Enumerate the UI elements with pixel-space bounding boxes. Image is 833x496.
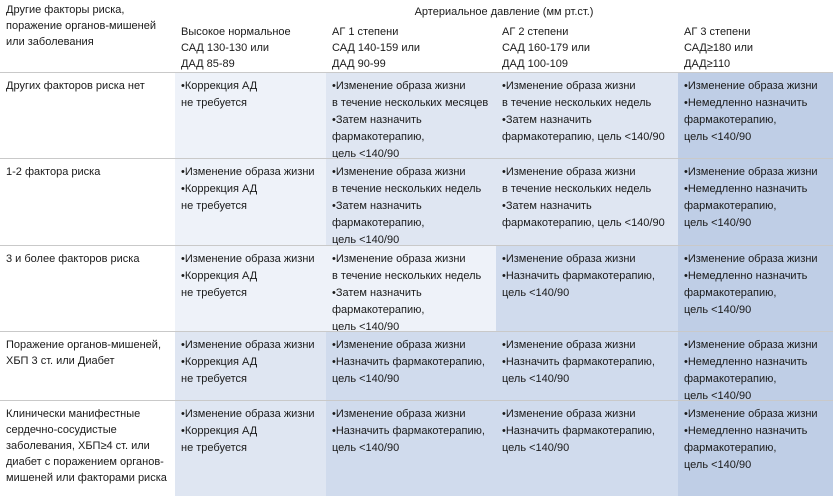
cell-line: •Назначить фармакотерапию, xyxy=(502,425,655,437)
cell-line: •Назначить фармакотерапию, xyxy=(332,356,485,368)
cell-line: цель <140/90 xyxy=(684,304,752,316)
table-cell xyxy=(326,332,496,400)
cell-line: фармакотерапию, цель <140/90 xyxy=(502,217,665,229)
table-cell xyxy=(326,246,496,331)
cell-line: •Изменение образа жизни xyxy=(684,339,818,351)
table-cell xyxy=(175,401,326,496)
cell-line: в течение нескольких недель xyxy=(332,270,482,282)
column-header-line: ДАД≥110 xyxy=(684,58,731,70)
cell-line: •Изменение образа жизни xyxy=(502,166,636,178)
cell-line: •Изменение образа жизни xyxy=(684,80,818,92)
cell-line: цель <140/90 xyxy=(332,442,400,454)
table-cell xyxy=(496,246,678,331)
cell-line: •Назначить фармакотерапию, xyxy=(502,356,655,368)
column-header-grade-3 xyxy=(684,24,753,72)
cell-line: •Изменение образа жизни xyxy=(332,408,466,420)
row-label xyxy=(0,401,175,496)
cell-line: •Изменение образа жизни xyxy=(684,253,818,265)
table-cell xyxy=(496,159,678,245)
cell-line: фармакотерапию, xyxy=(332,304,425,316)
cell-line: цель <140/90 xyxy=(502,373,570,385)
cell-line: цель <140/90 xyxy=(684,131,752,143)
cell-line: цель <140/90 xyxy=(684,459,752,471)
table-cell xyxy=(678,246,833,331)
cell-line: •Изменение образа жизни xyxy=(502,253,636,265)
row-label-line: заболевания, ХБП≥4 ст. или xyxy=(6,440,150,452)
cell-line: •Изменение образа жизни xyxy=(502,80,636,92)
cell-line: •Изменение образа жизни xyxy=(332,253,466,265)
column-header-grade-2 xyxy=(502,24,590,72)
column-header-line: ДАД 85-89 xyxy=(181,58,235,70)
cell-line: цель <140/90 xyxy=(684,390,752,400)
cell-line: не требуется xyxy=(181,373,247,385)
cell-line: •Изменение образа жизни xyxy=(502,339,636,351)
table-cell xyxy=(496,332,678,400)
cell-line: •Изменение образа жизни xyxy=(684,408,818,420)
cell-line: •Назначить фармакотерапию, xyxy=(502,270,655,282)
cell-line: в течение нескольких недель xyxy=(332,183,482,195)
table-cell xyxy=(678,73,833,158)
cell-line: •Коррекция АД xyxy=(181,183,258,195)
table-cell xyxy=(678,332,833,400)
column-header-line: САД 160-179 или xyxy=(502,42,591,54)
cell-line: фармакотерапию, xyxy=(684,287,777,299)
cell-line: фармакотерапию, xyxy=(684,373,777,385)
cell-line: цель <140/90 xyxy=(502,442,570,454)
cell-line: •Изменение образа жизни xyxy=(684,166,818,178)
cell-line: •Немедленно назначить xyxy=(684,97,808,109)
row-label xyxy=(0,73,175,158)
cell-line: •Коррекция АД xyxy=(181,270,258,282)
cell-line: не требуется xyxy=(181,287,247,299)
cell-line: цель <140/90 xyxy=(332,373,400,385)
cell-line: фармакотерапию, цель <140/90 xyxy=(502,131,665,143)
header-title: Артериальное давление (мм рт.ст.) xyxy=(414,6,594,18)
column-header-high-normal xyxy=(181,24,291,72)
cell-line: не требуется xyxy=(181,442,247,454)
cell-line: •Затем назначить xyxy=(502,200,592,212)
row-label-line: 3 и более факторов риска xyxy=(6,253,140,265)
row-divider xyxy=(0,400,833,401)
table-cell xyxy=(496,73,678,158)
cell-line: цель <140/90 xyxy=(332,234,400,245)
row-label-line: сердечно-сосудистые xyxy=(6,424,117,436)
cell-line: •Затем назначить xyxy=(502,114,592,126)
column-header-line: Высокое нормальное xyxy=(181,26,291,38)
column-header-line: АГ 3 степени xyxy=(684,26,751,38)
cell-line: в течение нескольких недель xyxy=(502,183,652,195)
cell-line: фармакотерапию, xyxy=(684,442,777,454)
column-header-line: ДАД 100-109 xyxy=(502,58,569,70)
cell-line: •Изменение образа жизни xyxy=(181,166,315,178)
row-label-line: мишеней или факторами риска xyxy=(6,472,167,484)
cell-line: •Изменение образа жизни xyxy=(332,166,466,178)
row-divider xyxy=(0,158,833,159)
row-label-line: диабет с поражением органов- xyxy=(6,456,164,468)
column-header-line: АГ 1 степени xyxy=(332,26,399,38)
cell-line: не требуется xyxy=(181,97,247,109)
cell-line: •Изменение образа жизни xyxy=(502,408,636,420)
header-corner xyxy=(6,2,156,50)
cell-line: •Коррекция АД xyxy=(181,425,258,437)
table-cell xyxy=(175,73,326,158)
column-header-line: ДАД 90-99 xyxy=(332,58,386,70)
column-header-line: САД 140-159 или xyxy=(332,42,421,54)
row-label-line: Других факторов риска нет xyxy=(6,80,145,92)
cell-line: •Коррекция АД xyxy=(181,80,258,92)
row-divider xyxy=(0,331,833,332)
column-header-line: САД 130-130 или xyxy=(181,42,270,54)
table-cell xyxy=(496,401,678,496)
header-corner-line: поражение органов-мишеней xyxy=(6,20,156,32)
cell-line: •Назначить фармакотерапию, xyxy=(332,425,485,437)
cell-line: в течение нескольких недель xyxy=(502,97,652,109)
column-header-line: САД≥180 или xyxy=(684,42,754,54)
row-label-line: Поражение органов-мишеней, xyxy=(6,339,161,351)
cell-line: цель <140/90 xyxy=(332,321,400,331)
cell-line: фармакотерапию, xyxy=(332,217,425,229)
cell-line: •Затем назначить xyxy=(332,114,422,126)
row-divider xyxy=(0,245,833,246)
cell-line: цель <140/90 xyxy=(332,148,400,158)
cell-line: •Затем назначить xyxy=(332,200,422,212)
cell-line: в течение нескольких месяцев xyxy=(332,97,489,109)
row-label-line: 1-2 фактора риска xyxy=(6,166,101,178)
cell-line: •Изменение образа жизни xyxy=(332,80,466,92)
cell-line: •Немедленно назначить xyxy=(684,356,808,368)
cell-line: не требуется xyxy=(181,200,247,212)
row-label xyxy=(0,332,175,400)
cell-line: •Изменение образа жизни xyxy=(181,339,315,351)
row-label-line: Клинически манифестные xyxy=(6,408,141,420)
cell-line: •Немедленно назначить xyxy=(684,425,808,437)
cell-line: цель <140/90 xyxy=(502,287,570,299)
row-label-line: ХБП 3 ст. или Диабет xyxy=(6,355,115,367)
cell-line: •Изменение образа жизни xyxy=(332,339,466,351)
column-header-line: АГ 2 степени xyxy=(502,26,569,38)
row-label xyxy=(0,159,175,245)
cell-line: •Немедленно назначить xyxy=(684,183,808,195)
table-cell xyxy=(326,159,496,245)
column-header-grade-1 xyxy=(332,24,420,72)
cell-line: фармакотерапию, xyxy=(332,131,425,143)
table-cell xyxy=(175,246,326,331)
header-corner-line: или заболевания xyxy=(6,36,94,48)
cell-line: фармакотерапию, xyxy=(684,114,777,126)
table-cell xyxy=(326,73,496,158)
table-cell xyxy=(678,401,833,496)
table-cell xyxy=(326,401,496,496)
cell-line: цель <140/90 xyxy=(684,217,752,229)
header-corner-line: Другие факторы риска, xyxy=(6,4,125,16)
cell-line: •Изменение образа жизни xyxy=(181,408,315,420)
table-cell xyxy=(175,159,326,245)
cell-line: •Изменение образа жизни xyxy=(181,253,315,265)
row-label xyxy=(0,246,175,331)
cell-line: фармакотерапию, xyxy=(684,200,777,212)
cell-line: •Немедленно назначить xyxy=(684,270,808,282)
cell-line: •Затем назначить xyxy=(332,287,422,299)
table-cell xyxy=(678,159,833,245)
table-cell xyxy=(175,332,326,400)
cell-line: •Коррекция АД xyxy=(181,356,258,368)
